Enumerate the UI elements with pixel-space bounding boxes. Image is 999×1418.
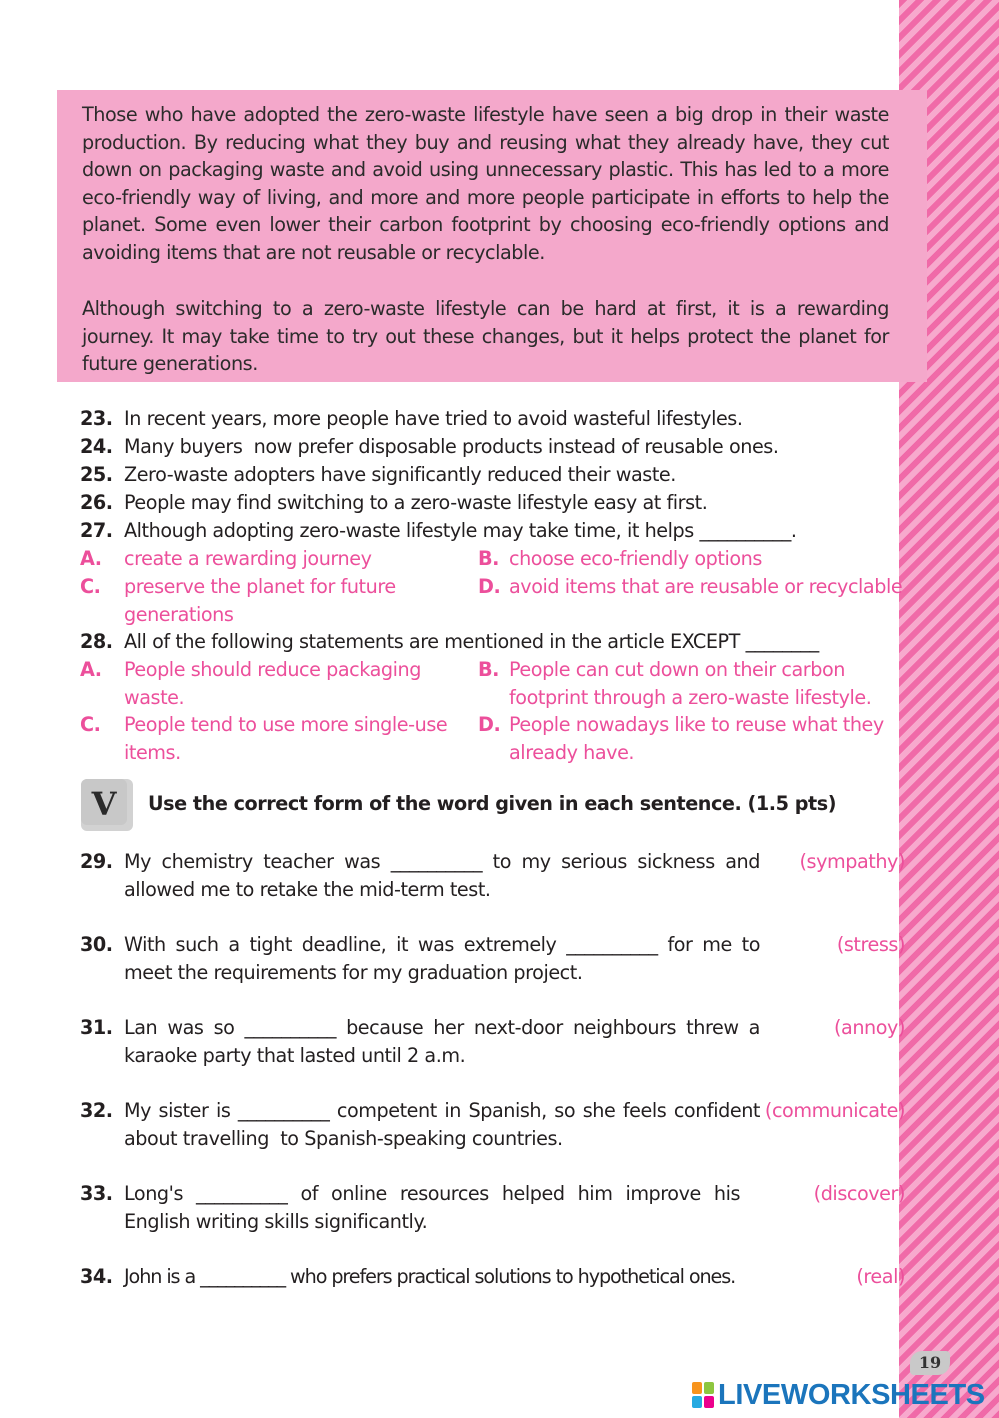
word-hint: (stress) xyxy=(836,933,905,956)
page-number: 19 xyxy=(910,1351,950,1375)
liveworksheets-logo[interactable]: LIVEWORKSHEETS xyxy=(692,1379,985,1411)
passage-paragraph-1: Those who have adopted the zero-waste lifestyle have seen a big drop in their waste production. By reducing what they buy and reusing what they already have, they cut down on packaging waste and avoid using unnecessary plastic. This has led to a more eco-friendly way of living, and more and more people participate in efforts to help the planet. Some even lower their carbon footprint by choosing eco-friendly options and avoiding items that are not reusable or recyclable. xyxy=(82,103,889,264)
word-form-item-31: 31. Lan was so __________ because her next-door neighbours threw a karaoke party that lasted until 2 a.m. (annoy) xyxy=(80,1016,905,1067)
q28-option-c[interactable]: C. People tend to use more single-use items. xyxy=(80,713,448,764)
section-badge: V xyxy=(81,779,127,825)
word-form-item-34: 34. John is a __________ who prefers practical solutions to hypothetical ones. (real) xyxy=(80,1263,905,1319)
section-title: Use the correct form of the word given in each sentence. (1.5 pts) xyxy=(148,792,837,815)
word-form-item-32: 32. My sister is __________ competent in Spanish, so she feels confident about travelling to Spanish-speaking countries. (communicate) xyxy=(80,1099,905,1150)
q28-option-d[interactable]: D. People nowadays like to reuse what they already have. xyxy=(478,713,884,764)
q27-option-c[interactable]: C. preserve the planet for future generations xyxy=(80,575,396,626)
word-form-item-33: 33. Long's __________ of online resources helped him improve his English writing skills significantly. (discover) xyxy=(80,1182,905,1233)
q28-option-a[interactable]: A. People should reduce packaging waste. xyxy=(80,658,421,709)
liveworksheets-icon xyxy=(692,1382,714,1408)
word-hint: (annoy) xyxy=(834,1016,905,1039)
word-hint: (communicate) xyxy=(764,1099,905,1122)
passage-paragraph-2: Although switching to a zero-waste lifestyle can be hard at first, it is a rewarding journey. It may take time to try out these changes, but it helps protect the planet for future generations. xyxy=(82,297,889,375)
word-form-item-30: 30. With such a tight deadline, it was extremely __________ for me to meet the requirements for my graduation project. (stress) xyxy=(80,933,905,984)
word-hint: (real) xyxy=(856,1265,905,1288)
word-hint: (sympathy) xyxy=(799,850,905,873)
q28-option-b[interactable]: B. People can cut down on their carbon footprint through a zero-waste lifestyle. xyxy=(478,658,872,709)
word-hint: (discover) xyxy=(813,1182,905,1205)
word-form-item-29: 29. My chemistry teacher was __________ to my serious sickness and allowed me to retake the mid-term test. (sympathy) xyxy=(80,850,905,901)
q27-option-d[interactable]: D. avoid items that are reusable or recyclable xyxy=(478,575,903,598)
q27-option-a[interactable]: A. create a rewarding journey xyxy=(80,547,372,570)
q27-option-b[interactable]: B. choose eco-friendly options xyxy=(478,547,762,570)
